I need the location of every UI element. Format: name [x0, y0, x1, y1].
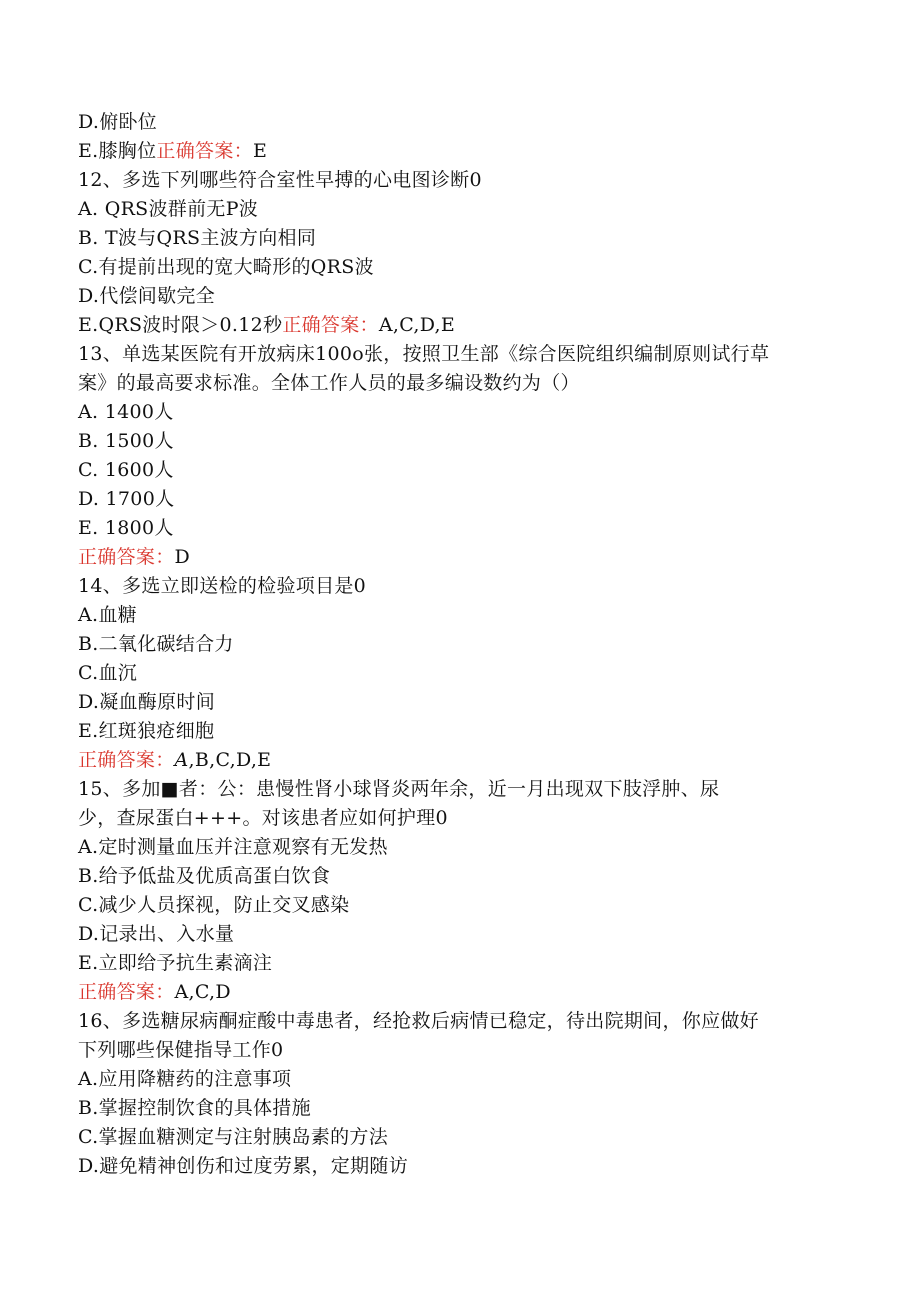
q14-option-b: B.二氧化碳结合力	[78, 633, 234, 655]
q14-option-d: D.凝血酶原时间	[78, 691, 215, 713]
q13-option-a: A. 1400人	[78, 401, 174, 423]
q11-option-e-with-answer	[78, 137, 848, 166]
q15-answer-label: 正确答案：	[78, 981, 175, 1003]
q13-option-c: C. 1600人	[78, 459, 174, 481]
q14-answer-first: A	[174, 749, 189, 771]
q13-option-d: D. 1700人	[78, 488, 175, 510]
q11-option-e: E.膝胸位	[78, 140, 157, 162]
q14-option-a: A.血糖	[78, 604, 137, 626]
q16-option-b: B.掌握控制饮食的具体措施	[78, 1097, 311, 1119]
q12-option-d: D.代偿间歇完全	[78, 285, 215, 307]
q11-answer-value: E	[252, 140, 268, 162]
q16-stem-line2: 下列哪些保健指导工作0	[78, 1039, 284, 1061]
q14-option-c: C.血沉	[78, 662, 138, 684]
q15-option-b: B.给予低盐及优质高蛋白饮食	[78, 865, 331, 887]
q14-stem: 14、多选立即送检的检验项目是0	[78, 575, 367, 597]
q13-answer-label: 正确答案：	[78, 546, 175, 568]
q13-stem-line1: 13、单选某医院有开放病床100o张，按照卫生部《综合医院组织编制原则试行草	[78, 343, 770, 365]
q13-option-b: B. 1500人	[78, 430, 174, 452]
q12-answer-value: A,C,D,E	[378, 314, 456, 336]
q15-stem-line2: 少，查尿蛋白+++。对该患者应如何护理0	[78, 807, 448, 829]
q13-answer	[78, 543, 848, 572]
q12-answer-label: 正确答案：	[282, 314, 379, 336]
q12-option-e-with-answer	[78, 311, 848, 340]
q15-option-d: D.记录出、入水量	[78, 923, 235, 945]
q13-stem-line2: 案》的最高要求标准。全体工作人员的最多编设数约为（）	[78, 372, 580, 394]
q15-stem-line1: 15、多加■者：公：患慢性肾小球肾炎两年余，近一月出现双下肢浮肿、尿	[78, 778, 720, 800]
q11-answer-label: 正确答案：	[156, 140, 253, 162]
q15-option-e: E.立即给予抗生素滴注	[78, 952, 273, 974]
q14-answer-label: 正确答案：	[78, 749, 175, 771]
q16-option-d: D.避免精神创伤和过度劳累，定期随访	[78, 1155, 408, 1177]
q12-option-c: C.有提前出现的宽大畸形的QRS波	[78, 256, 374, 278]
q14-option-e: E.红斑狼疮细胞	[78, 720, 215, 742]
q11-option-d: D.俯卧位	[78, 111, 158, 133]
q12-option-a: A. QRS波群前无P波	[78, 198, 259, 220]
q15-option-a: A.定时测量血压并注意观察有无发热	[78, 836, 388, 858]
q15-option-c: C.减少人员探视，防止交叉感染	[78, 894, 350, 916]
q16-option-c: C.掌握血糖测定与注射胰岛素的方法	[78, 1126, 389, 1148]
q12-option-b: B. T波与QRS主波方向相同	[78, 227, 317, 249]
q15-answer-value: A,C,D	[174, 981, 231, 1003]
q12-option-e: E.QRS波时限＞0.12秒	[78, 314, 283, 336]
q14-answer	[78, 746, 848, 775]
q13-answer-value: D	[174, 546, 191, 568]
q15-answer	[78, 978, 848, 1007]
q13-option-e: E. 1800人	[78, 517, 174, 539]
q14-answer-rest: ,B,C,D,E	[188, 749, 272, 771]
q12-stem: 12、多选下列哪些符合室性早搏的心电图诊断0	[78, 169, 482, 191]
q16-stem-line1: 16、多选糖尿病酮症酸中毒患者，经抢救后病情已稳定，待出院期间，你应做好	[78, 1010, 759, 1032]
q16-option-a: A.应用降糖药的注意事项	[78, 1068, 292, 1090]
exam-page	[78, 108, 848, 1181]
